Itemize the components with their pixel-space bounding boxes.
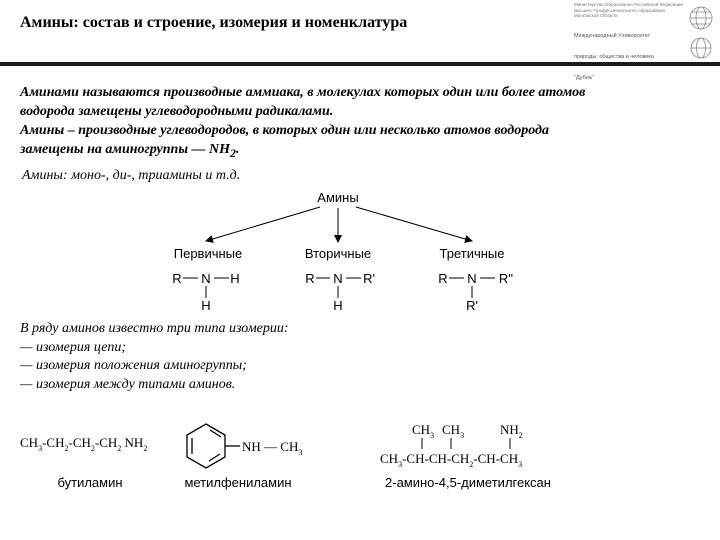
benzene-ring [187, 424, 240, 468]
primary-bottom: H [201, 298, 211, 313]
ministry-line-1: Министерство Образования Российской Федерации [574, 2, 683, 7]
svg-text:NH2: $NH_2$ [500, 422, 523, 440]
tertiary-label: Третичные [439, 246, 505, 261]
tertiary-right: R'' [498, 271, 514, 286]
definition-line-4-end: . [235, 142, 240, 157]
svg-text:CH3-CH2-CH2-CH2 NH2: $CH_3-CH_2-CH_2-CH_2$ $NH_2$ [20, 435, 148, 453]
secondary-bottom: H [333, 298, 343, 313]
dimethylhexane-formula [380, 422, 523, 469]
university-name-line-2: природы, общества и человека [574, 53, 654, 60]
university-name-line-1: Международный Университет [574, 32, 651, 39]
isomerism-text [20, 320, 289, 394]
methylphenylamine-substituent: NH — $CH_3$ [242, 439, 303, 457]
isomerism-item: — изомерия между типами аминов. [20, 376, 236, 392]
ministry-line-3: Московской Области [574, 13, 618, 18]
svg-text:CH3: $CH_3$ [412, 422, 435, 440]
svg-text:CH3: $CH_3$ [442, 422, 465, 440]
header-divider [0, 62, 720, 66]
nh2-subscript: 2 [230, 146, 236, 160]
secondary-right: R' [363, 271, 375, 286]
definition-line-4 [20, 140, 700, 163]
primary-r: R [172, 271, 182, 286]
definition-line-4-text: замещены на аминогруппы — NH [20, 142, 231, 157]
diagram-root-label: Амины [317, 190, 359, 205]
ministry-line-2: Высшего Профессионального образования [574, 7, 665, 13]
university-name-line-3: "Дубна" [574, 74, 594, 81]
methylphenylamine-caption: метилфениламин [184, 475, 292, 490]
butylamine-caption: бутиламин [57, 475, 123, 490]
secondary-label: Вторичные [304, 246, 372, 261]
secondary-r: R [305, 271, 315, 286]
definition-line-3: Амины – производные углеводородов, в которых один или несколько атомов водорода [20, 123, 550, 138]
arrow-tertiary [356, 207, 472, 241]
definition-text [20, 83, 700, 163]
svg-text:CH3-CH-CH-CH2-CH-CH3: $CH_3-CH-CH-CH_2-CH-CH_3$ [380, 451, 523, 469]
primary-n: N [201, 271, 211, 286]
primary-label: Первичные [173, 246, 243, 261]
page-title: Амины: состав и строение, изомерия и номенклатура [20, 14, 408, 31]
tertiary-r: R [438, 271, 448, 286]
tertiary-n: N [467, 271, 477, 286]
isomerism-item: — изомерия цепи; [20, 339, 127, 355]
definition-line-2: водорода замещены углеводородными радикалами. [20, 104, 334, 119]
globe-logo-icon [686, 4, 716, 62]
university-logo-text [574, 2, 684, 82]
arrow-primary [206, 207, 320, 241]
amine-types-diagram [150, 185, 550, 320]
example-structures [0, 410, 720, 500]
primary-right: H [230, 271, 240, 286]
definition-line-1: Аминами называются производные аммиака, в молекулах которых один или более атомов [20, 85, 586, 100]
secondary-n: N [333, 271, 343, 286]
isomerism-item: — изомерия положения аминогруппы; [20, 358, 247, 373]
butylamine-formula [20, 435, 147, 453]
tertiary-bottom: R' [466, 298, 478, 313]
classification-text: Амины: моно-, ди-, триамины и т.д. [22, 168, 241, 183]
dimethylhexane-caption: 2-амино-4,5-диметилгексан [385, 475, 551, 490]
isomerism-intro: В ряду аминов известно три типа изомерии: [20, 321, 289, 336]
